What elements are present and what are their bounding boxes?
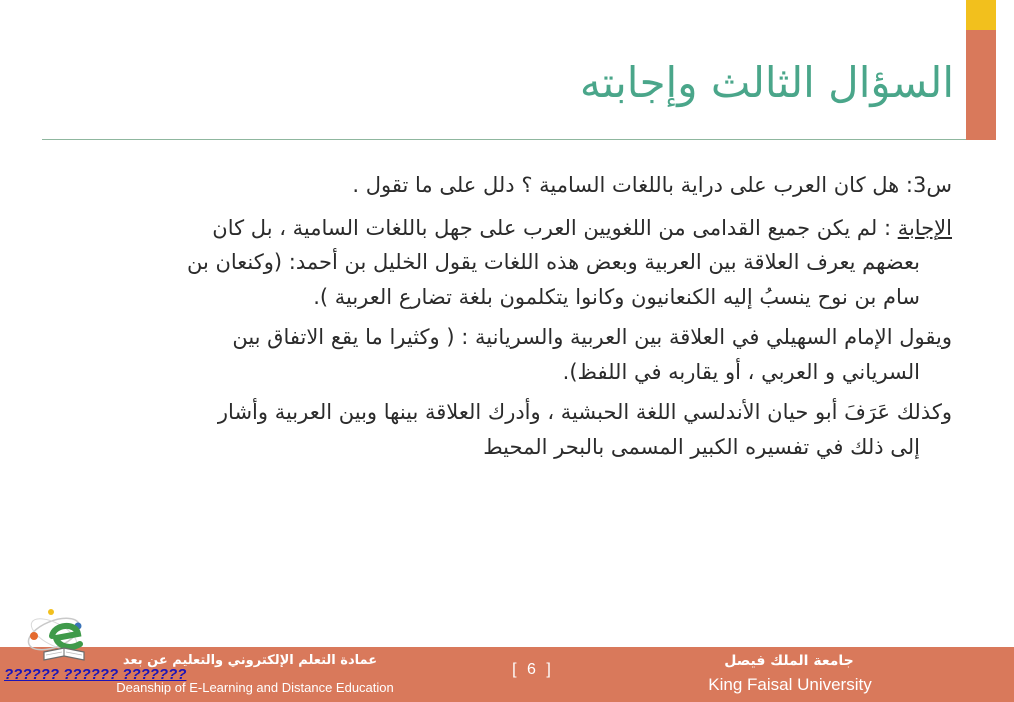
corner-accent-orange	[966, 30, 996, 140]
page-number: [ 6 ]	[512, 661, 554, 678]
answer-line-1-text: : لم يكن جميع القدامى من اللغويين العرب على جهل باللغات السامية ، بل كان	[212, 215, 898, 240]
e-learning-logo-icon	[24, 606, 104, 668]
question-paragraph	[55, 168, 952, 203]
question-line: س3: هل كان العرب على دراية باللغات السامية ؟ دلل على ما تقول .	[352, 173, 952, 197]
broken-text-overlay: ?????? ?????? ???????	[4, 666, 187, 683]
abu-hayyan-line-1: وكذلك عَرَفَ أبو حيان الأندلسي اللغة الحبشية ، وأدرك العلاقة بينها وبين العربية وأشار	[217, 400, 952, 424]
slide-body	[55, 168, 952, 470]
answer-line-2: بعضهم يعرف العلاقة بين العربية وبعض هذه اللغات يقول الخليل بن أحمد: (وكنعان بن	[186, 250, 920, 274]
answer-line-3: سام بن نوح ينسبُ إليه الكنعانيون وكانوا يتكلمون بلغة تضارع العربية ).	[313, 284, 920, 309]
deanship-name-ar: عمادة التعلم الإلكتروني والتعليم عن بعد	[122, 653, 378, 668]
suhaili-line-1: ويقول الإمام السهيلي في العلاقة بين العربية والسريانية : ( وكثيرا ما يقع الاتفاق بين	[232, 325, 952, 349]
abu-hayyan-line-2: إلى ذلك في تفسيره الكبير المسمى بالبحر المحيط	[483, 434, 920, 459]
answer-label: الإجابة	[897, 215, 952, 240]
slide-title: السؤال الثالث وإجابته	[579, 58, 954, 107]
suhaili-line-2: السرياني و العربي ، أو يقاربه في اللفظ).	[562, 359, 920, 384]
suhaili-paragraph	[55, 320, 952, 389]
answer-line-1	[55, 211, 952, 246]
title-divider	[42, 139, 966, 140]
corner-accent-yellow	[966, 0, 996, 30]
abu-hayyan-paragraph	[55, 395, 952, 464]
answer-paragraph	[55, 211, 952, 315]
deanship-name-en: Deanship of E-Learning and Distance Education	[116, 680, 394, 695]
university-name-ar: جامعة الملك فيصل	[724, 653, 854, 669]
university-name-en: King Faisal University	[708, 675, 872, 694]
